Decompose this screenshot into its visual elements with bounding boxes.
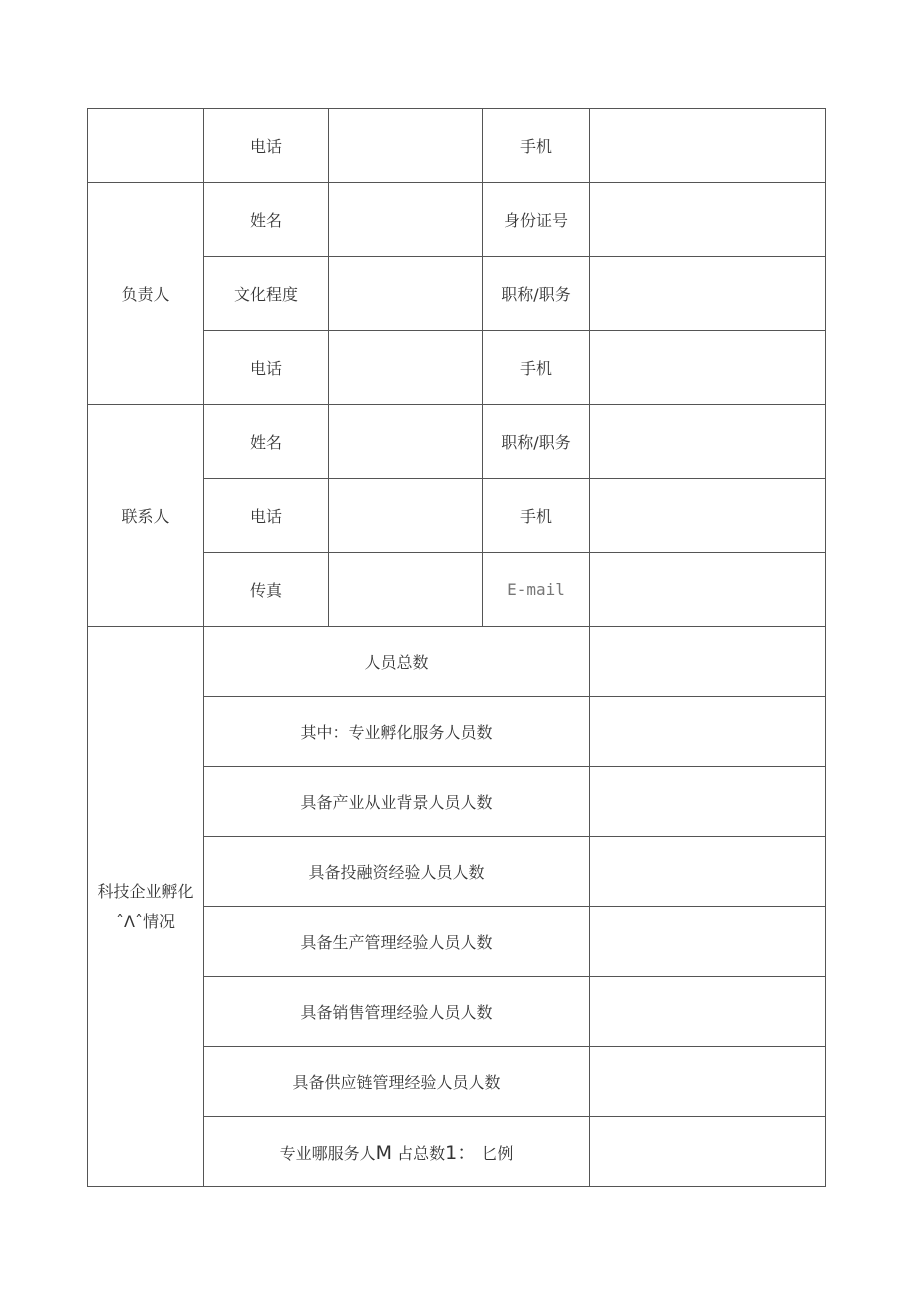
staff-row-label: 具备投融资经验人员人数 <box>204 837 590 907</box>
responsible-name-value-cell[interactable] <box>329 183 483 257</box>
phone-value-cell[interactable] <box>329 109 483 183</box>
contact-fax-label: 传真 <box>204 553 329 627</box>
responsible-person-group-label: 负责人 <box>88 183 204 405</box>
staff-row-label: 具备生产管理经验人员人数 <box>204 907 590 977</box>
contact-name-label: 姓名 <box>204 405 329 479</box>
responsible-name-label: 姓名 <box>204 183 329 257</box>
staff-ratio-label-part1: 专业哪服务人 <box>279 1144 376 1163</box>
contact-phone-value-cell[interactable] <box>329 479 483 553</box>
staff-ratio-label <box>204 1117 590 1187</box>
staff-row-value-cell[interactable] <box>590 907 826 977</box>
form-row-staff-total <box>88 627 826 697</box>
incubation-staff-group-label <box>88 627 204 1187</box>
staff-ratio-label-part5: 匕例 <box>481 1144 514 1163</box>
form-row-responsible-name <box>88 183 826 257</box>
staff-ratio-value-cell[interactable] <box>590 1117 826 1187</box>
staff-ratio-label-part2: M <box>375 1142 393 1164</box>
contact-email-value-cell[interactable] <box>590 553 826 627</box>
contact-mobile-value-cell[interactable] <box>590 479 826 553</box>
responsible-phone-label: 电话 <box>204 331 329 405</box>
staff-row-value-cell[interactable] <box>590 627 826 697</box>
responsible-education-value-cell[interactable] <box>329 257 483 331</box>
staff-row-label: 人员总数 <box>204 627 590 697</box>
responsible-mobile-value-cell[interactable] <box>590 331 826 405</box>
contact-fax-value-cell[interactable] <box>329 553 483 627</box>
responsible-id-number-label: 身份证号 <box>483 183 590 257</box>
staff-row-value-cell[interactable] <box>590 837 826 907</box>
form-row-contact-name <box>88 405 826 479</box>
staff-row-value-cell[interactable] <box>590 697 826 767</box>
form-row-prev-phone <box>88 109 826 183</box>
responsible-title-label: 职称/职务 <box>483 257 590 331</box>
incubation-staff-group-label-line2: ˆΛˆ情况 <box>116 911 175 931</box>
contact-mobile-label: 手机 <box>483 479 590 553</box>
staff-row-value-cell[interactable] <box>590 767 826 837</box>
staff-ratio-label-part4: 1： <box>445 1142 477 1164</box>
application-form-table <box>87 108 826 1187</box>
contact-email-label: E-mail <box>483 553 590 627</box>
phone-label: 电话 <box>204 109 329 183</box>
responsible-mobile-label: 手机 <box>483 331 590 405</box>
contact-person-group-label: 联系人 <box>88 405 204 627</box>
staff-row-value-cell[interactable] <box>590 1047 826 1117</box>
responsible-id-number-value-cell[interactable] <box>590 183 826 257</box>
staff-row-label: 其中：专业孵化服务人员数 <box>204 697 590 767</box>
mobile-label: 手机 <box>483 109 590 183</box>
staff-row-label: 具备销售管理经验人员人数 <box>204 977 590 1047</box>
staff-row-label: 具备供应链管理经验人员人数 <box>204 1047 590 1117</box>
contact-name-value-cell[interactable] <box>329 405 483 479</box>
incubation-staff-group-label-line1: 科技企业孵化 <box>97 881 194 901</box>
contact-title-value-cell[interactable] <box>590 405 826 479</box>
staff-row-label: 具备产业从业背景人员人数 <box>204 767 590 837</box>
staff-row-value-cell[interactable] <box>590 977 826 1047</box>
responsible-phone-value-cell[interactable] <box>329 331 483 405</box>
contact-phone-label: 电话 <box>204 479 329 553</box>
responsible-education-label: 文化程度 <box>204 257 329 331</box>
contact-title-label: 职称/职务 <box>483 405 590 479</box>
responsible-title-value-cell[interactable] <box>590 257 826 331</box>
mobile-value-cell[interactable] <box>590 109 826 183</box>
staff-ratio-label-part3: 占总数 <box>397 1144 446 1163</box>
blank-group-cell <box>88 109 204 183</box>
